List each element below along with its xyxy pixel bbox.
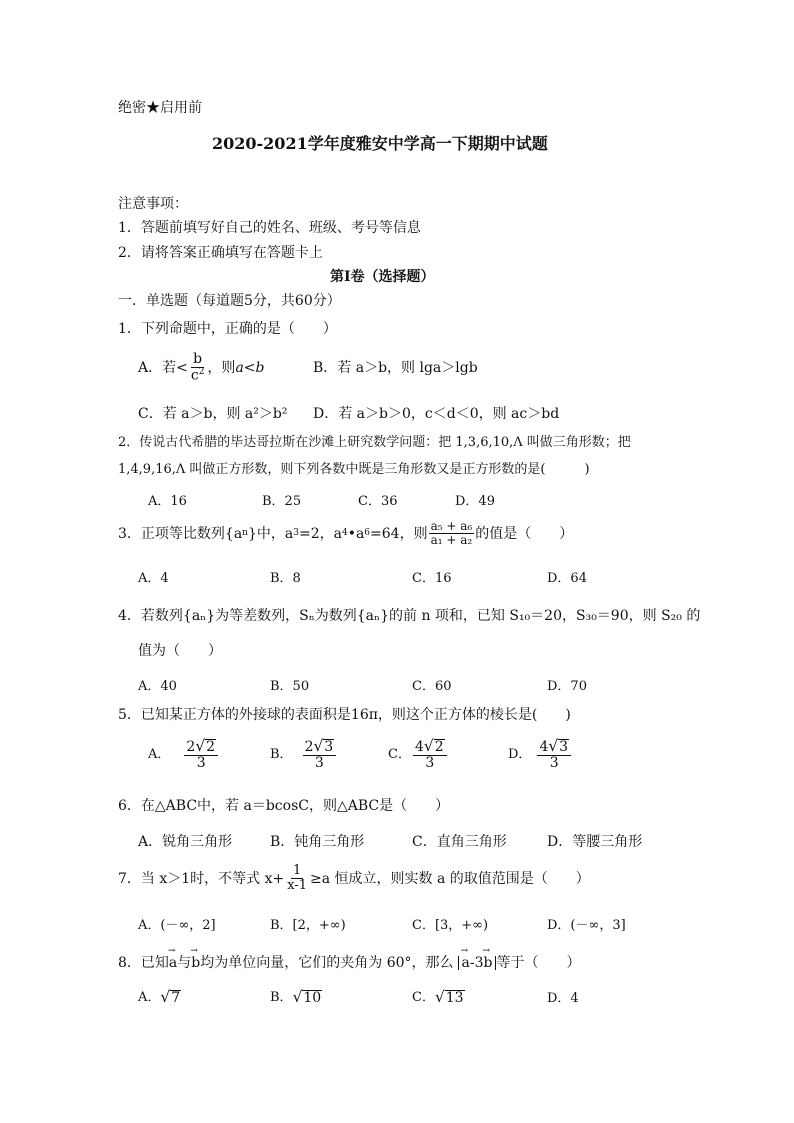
q3-frac-den: a₁ + a₂ [430, 533, 473, 548]
q2-option-c: C．36 [358, 494, 398, 509]
q5-d-label: D． [508, 747, 532, 763]
q7-option-a: A．(－∞，2] [138, 918, 216, 933]
q3-frac-num: a₅ + a₆ [430, 519, 473, 533]
q5-a-label: A． [148, 747, 171, 763]
q3-option-d: D．64 [547, 571, 587, 586]
q2-option-a: A．16 [148, 494, 187, 509]
q2-line2: 1,4,9,16,Λ 叫做正方形数，则下列各数中既是三角形数又是正方形数的是( ) [118, 462, 590, 477]
q5-d-den: 3 [549, 755, 559, 772]
q4-line2: 值为（ ） [138, 643, 222, 659]
section-title: 第I卷（选择题） [330, 269, 435, 285]
q8-stem-post: 等于（ ） [496, 955, 581, 971]
q8-c-label: C． [412, 990, 435, 1006]
q5-b-label: B． [270, 747, 293, 763]
q2-option-b: B．25 [262, 494, 302, 509]
q5-b-coef: 2 [304, 739, 314, 755]
q8-option-d: D．4 [547, 991, 579, 1006]
q8-b-rad: 10 [303, 990, 322, 1007]
notes-heading: 注意事项： [118, 196, 188, 212]
q5-c-den: 3 [425, 755, 435, 772]
q1-a-num: b [193, 351, 203, 367]
q7-stem-pre: 7．当 x＞1时，不等式 x+ [118, 870, 285, 887]
q5-a-fraction: 2 √ 2 3 [184, 738, 218, 772]
q5-d-fraction: 4 √ 3 3 [537, 738, 571, 772]
q1-option-a: A．若 < $\frac{b}{c^2}$ ，则 a < b [138, 351, 265, 385]
part-heading: 一．单选题（每道题5分，共60分） [118, 293, 341, 309]
q7-option-b: B．[2，+∞) [270, 918, 346, 933]
q8-vector-b: → b [191, 956, 200, 970]
q3-fraction [429, 520, 475, 547]
note-item: 2．请将答案正确填写在答题卡上 [118, 245, 323, 261]
q5-b-den: 3 [314, 755, 324, 772]
q2-line1: 2．传说古代希腊的毕达哥拉斯在沙滩上研究数学问题：把 1,3,6,10,Λ 叫做三角形数；把 [118, 435, 631, 450]
q8-stem-mid2: 均为单位向量，它们的夹角为 60°，那么 [200, 955, 454, 971]
q8-option-b: B． √ 10 [270, 988, 322, 1007]
q3-stem-pre: 3．正项等比数列{a [118, 525, 243, 542]
q7-frac-num: 1 [293, 863, 302, 878]
q8-option-c: C． √ 13 [412, 988, 464, 1007]
q5-stem: 5．已知某正方体的外接球的表面积是16π，则这个正方体的棱长是( ) [118, 707, 571, 723]
q8-abs-b: → b [484, 956, 493, 970]
q4-option-b: B．50 [270, 679, 310, 694]
q5-a-coef: 2 [186, 739, 196, 755]
q4-option-a: A．40 [138, 679, 177, 694]
q7-option-d: D．(－∞，3] [547, 918, 626, 933]
q8-vector-a: → a [169, 956, 177, 970]
q8-c-rad: 13 [445, 990, 464, 1007]
q5-option-b [270, 738, 337, 772]
q5-option-d [508, 738, 572, 772]
q5-c-fraction: 4 √ 2 3 [413, 738, 447, 772]
q1-a-post: ，则 [207, 360, 236, 377]
q2-option-d: D．49 [455, 494, 495, 509]
q5-c-rad: 2 [434, 738, 444, 755]
q4-option-d: D．70 [547, 679, 587, 694]
q1-option-d: D．若 a＞b＞0，c＜d＜0，则 ac＞bd [313, 406, 560, 422]
q1-stem: 1．下列命题中，正确的是（ ） [118, 321, 337, 337]
q7-stem-post: ≥a 恒成立，则实数 a 的取值范围是（ ） [310, 870, 590, 887]
q3-stem-rest: =2，a [298, 525, 342, 542]
q5-b-rad: 3 [324, 738, 334, 755]
q3-stem-prod: •a [347, 525, 365, 542]
q3-stem-eq: =64，则 [370, 525, 428, 542]
q6-option-b: B．钝角三角形 [270, 834, 365, 850]
q8-a-rad: 7 [171, 990, 181, 1007]
page-title: 2020-2021学年度雅安中学高一下期期中试题 [212, 134, 548, 153]
q8-b-label: B． [270, 990, 293, 1006]
q6-stem: 6．在△ABC中，若 a＝bcosC，则△ABC是（ ） [118, 798, 450, 814]
q5-a-rad: 2 [206, 738, 216, 755]
q6-option-d: D．等腰三角形 [547, 834, 643, 850]
q7-option-c: C．[3，+∞) [412, 918, 489, 933]
q5-a-den: 3 [196, 755, 206, 772]
q3-stem: 3．正项等比数列{a n }中，a 3 =2，a 4 •a 6 =64，则 $\frac{\text{a₅ + a₆}}{\text{a₁ + a₂}}$ 的值是（ ） [118, 519, 574, 548]
q3-option-b: B．8 [270, 571, 301, 586]
q8-option-a: A． √ 7 [138, 988, 181, 1007]
q8-stem-mid1: 与 [177, 955, 192, 971]
q3-option-a: A．4 [138, 571, 169, 586]
q8-abs-expression [458, 956, 497, 970]
q6-option-a: A．锐角三角形 [138, 834, 233, 850]
q1-a-fraction: $\frac{b}{c^2}$ [190, 351, 205, 385]
q7-fraction [285, 864, 309, 894]
q7-stem [118, 864, 590, 894]
q1-option-b: B．若 a＞b，则 lga＞lgb [313, 360, 478, 376]
q4-line1: 4．若数列{aₙ}为等差数列，Sₙ为数列{aₙ}的前 n 项和，已知 S₁₀＝20，S₃₀＝90，则 S₂₀ 的 [118, 608, 701, 624]
q5-c-coef: 4 [414, 739, 424, 755]
q1-a-den: c [190, 368, 199, 385]
q7-frac-den: x-1 [287, 878, 308, 894]
q5-option-c [388, 738, 448, 772]
q5-d-rad: 3 [559, 738, 569, 755]
q3-option-c: C．16 [412, 571, 452, 586]
q8-abs-op: -3 [469, 955, 484, 971]
q5-option-a [148, 738, 219, 772]
q1-a-prefix: A．若 [138, 360, 177, 377]
q6-option-c: C．直角三角形 [412, 834, 507, 850]
q5-b-fraction: 2 √ 3 3 [303, 738, 337, 772]
q3-stem-mid: }中，a [247, 525, 294, 542]
q1-option-c: C．若 a＞b，则 a²＞b² [138, 406, 288, 422]
q4-option-c: C．60 [412, 679, 452, 694]
note-item: 1．答题前填写好自己的姓名、班级、考号等信息 [118, 220, 421, 236]
q5-d-coef: 4 [539, 739, 549, 755]
q3-stem-post: 的值是（ ） [475, 525, 574, 542]
q8-a-label: A． [138, 990, 161, 1006]
q8-stem [118, 956, 580, 970]
q8-abs-a: → a [462, 956, 470, 970]
q5-c-label: C． [388, 747, 411, 763]
q8-stem-pre: 8．已知 [118, 955, 169, 971]
confidential-label: 绝密★启用前 [118, 100, 202, 116]
